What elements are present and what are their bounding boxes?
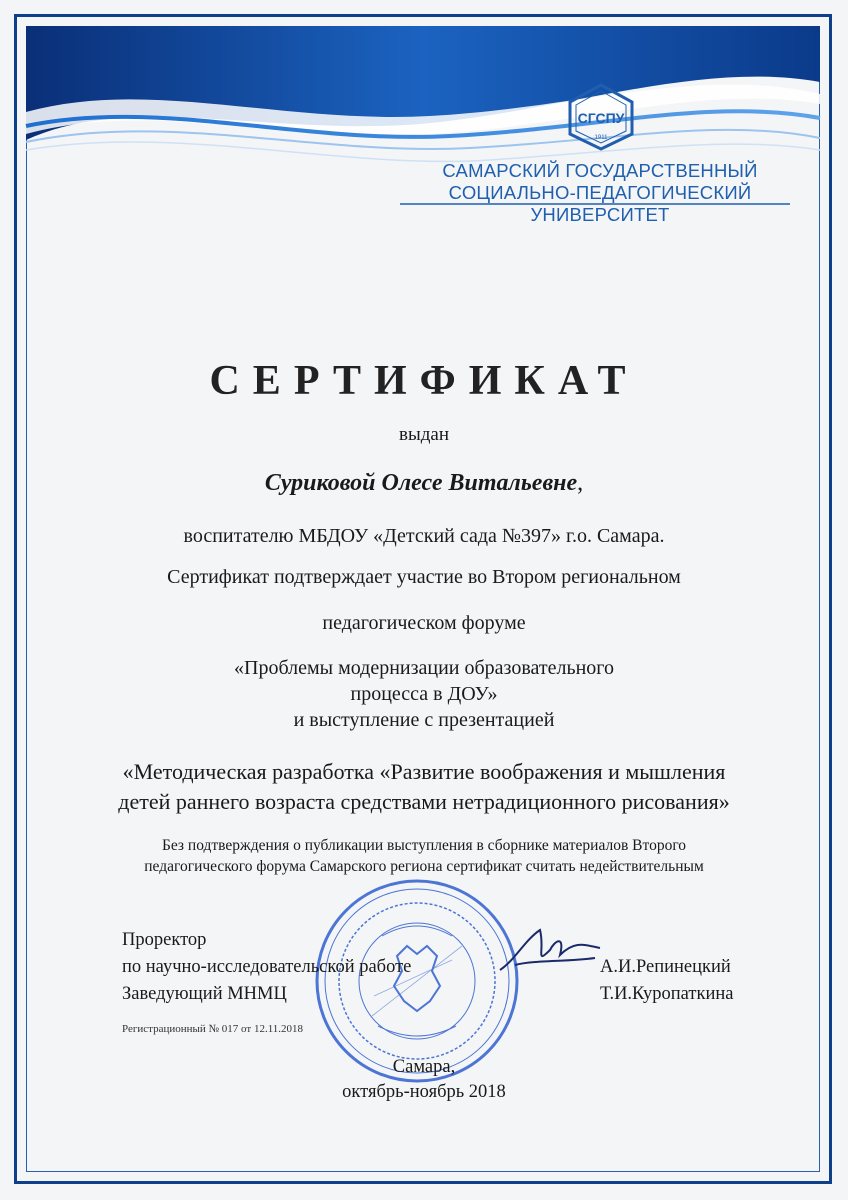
university-logo bbox=[566, 82, 636, 152]
place-date bbox=[60, 1055, 788, 1105]
note-line2: педагогического форума Самарского региона сертификат считать недействительным bbox=[144, 858, 704, 875]
logo-year: 1911 bbox=[594, 135, 608, 141]
forum-line1: «Проблемы модернизации образовательного bbox=[234, 657, 614, 679]
signer1-name: А.И.Репинецкий bbox=[600, 957, 731, 977]
talk-line1: «Методическая разработка «Развитие воображения и мышления bbox=[122, 759, 726, 784]
talk-line2: детей раннего возраста средствами нетрадиционного рисования» bbox=[118, 789, 730, 814]
signer2-name: Т.И.Куропаткина bbox=[600, 984, 734, 1004]
issued-label: выдан bbox=[398, 424, 449, 445]
confirm-line2: педагогическом форуме bbox=[322, 612, 526, 634]
role1-line1: Проректор bbox=[122, 930, 207, 950]
note-line1: Без подтверждения о публикации выступления в сборнике материалов Второго bbox=[161, 837, 687, 854]
city: Самара, bbox=[392, 1057, 456, 1077]
forum-title bbox=[60, 655, 788, 733]
university-name-line2: СОЦИАЛЬНО-ПЕДАГОГИЧЕСКИЙ УНИВЕРСИТЕТ bbox=[448, 182, 752, 225]
handwritten-signature bbox=[495, 920, 605, 980]
recipient-name-text: Суриковой Олесе Витальевне bbox=[264, 470, 578, 496]
recipient-comma: , bbox=[577, 470, 584, 496]
validity-note bbox=[60, 835, 788, 877]
registration-number: Регистрационный № 017 от 12.11.2018 bbox=[122, 1023, 304, 1035]
forum-line3: и выступление с презентацией bbox=[293, 709, 555, 731]
role1-line2: по научно-исследовательской работе bbox=[122, 957, 412, 977]
role2: Заведующий МНМЦ bbox=[122, 984, 287, 1004]
logo-text: СГСПУ bbox=[577, 110, 625, 126]
certificate-title: СЕРТИФИКАТ bbox=[209, 358, 639, 404]
recipient-name bbox=[60, 470, 788, 497]
university-name bbox=[400, 160, 800, 226]
date: октябрь-ноябрь 2018 bbox=[342, 1082, 506, 1102]
talk-title bbox=[60, 757, 788, 817]
recipient-position: воспитателю МБДОУ «Детский сада №397» г.о. Самара. bbox=[183, 525, 665, 547]
confirm-line1: Сертификат подтверждает участие во Втором региональном bbox=[167, 566, 681, 588]
university-name-line1: САМАРСКИЙ ГОСУДАРСТВЕННЫЙ bbox=[442, 160, 758, 181]
forum-line2: процесса в ДОУ» bbox=[350, 683, 498, 705]
